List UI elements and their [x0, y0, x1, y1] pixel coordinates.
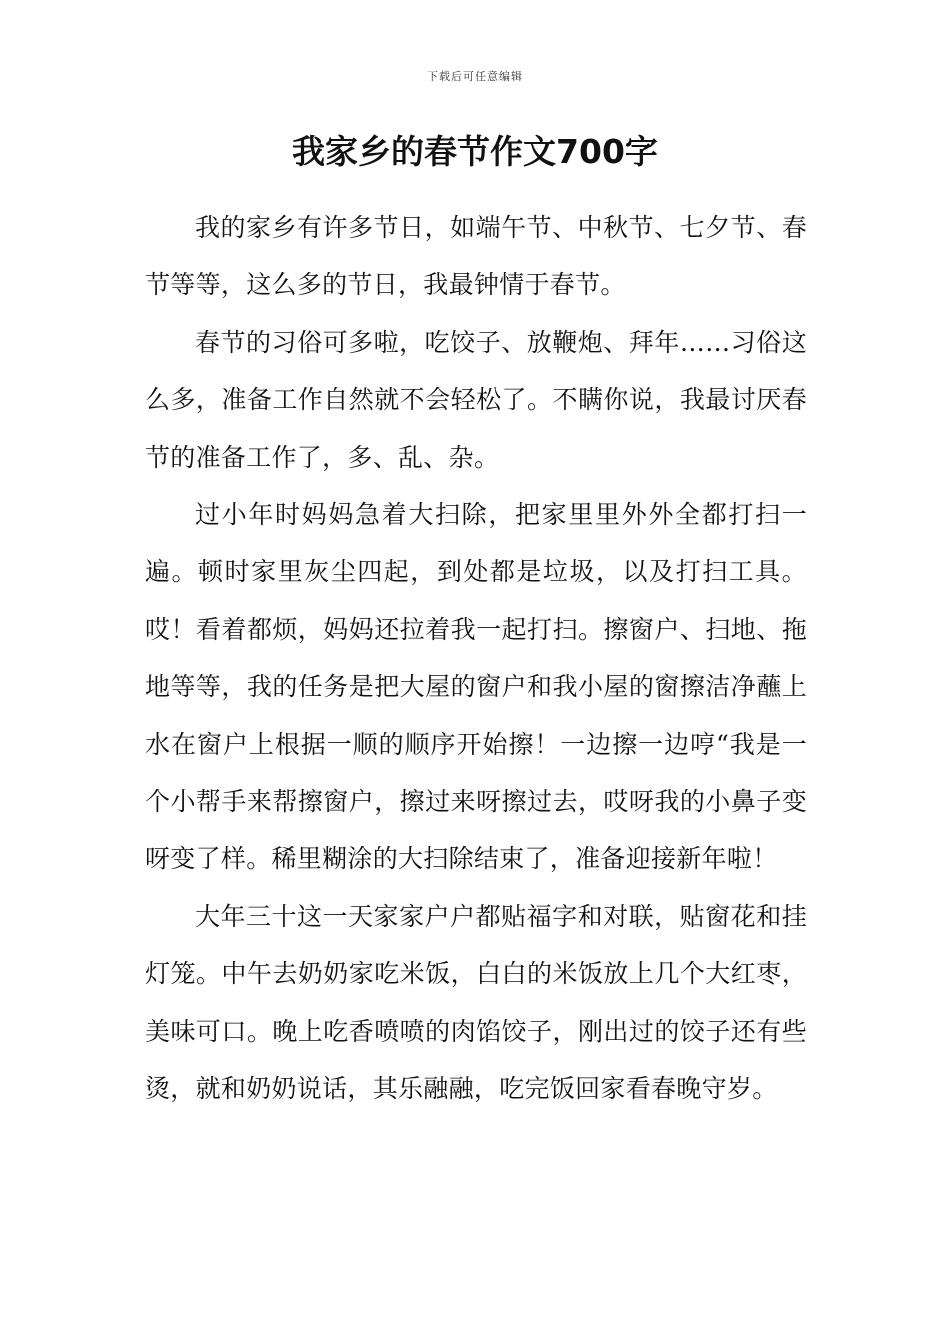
- page-header-note: 下载后可任意编辑: [427, 70, 523, 83]
- document-title: 我家乡的春节作文700字: [292, 132, 658, 171]
- document-body: [145, 199, 807, 1118]
- paragraph: 我的家乡有许多节日，如端午节、中秋节、七夕节、春节等等，这么多的节日，我最钟情于春节。: [145, 213, 807, 300]
- paragraph: 过小年时妈妈急着大扫除，把家里里外外全都打扫一遍。顿时家里灰尘四起，到处都是垃圾，以及打扫工具。哎！看着都烦，妈妈还拉着我一起打扫。擦窗户、扫地、拖地等等，我的任务是把大屋的窗户和我小屋的窗擦洁净蘸上水在窗户上根据一顺的顺序开始擦！一边擦一边哼“我是一个小帮手来帮擦窗户，擦过来呀擦过去，哎呀我的小鼻子变呀变了样。稀里糊涂的大扫除结束了，准备迎接新年啦！: [145, 500, 807, 874]
- paragraph: 大年三十这一天家家户户都贴福字和对联，贴窗花和挂灯笼。中午去奶奶家吃米饭，白白的米饭放上几个大红枣，美味可口。晚上吃香喷喷的肉馅饺子，刚出过的饺子还有些烫，就和奶奶说话，其乐融融，吃完饭回家看春晚守岁。: [145, 901, 807, 1104]
- paragraph: 春节的习俗可多啦，吃饺子、放鞭炮、拜年……习俗这么多，准备工作自然就不会轻松了。不瞒你说，我最讨厌春节的准备工作了，多、乱、杂。: [145, 327, 807, 472]
